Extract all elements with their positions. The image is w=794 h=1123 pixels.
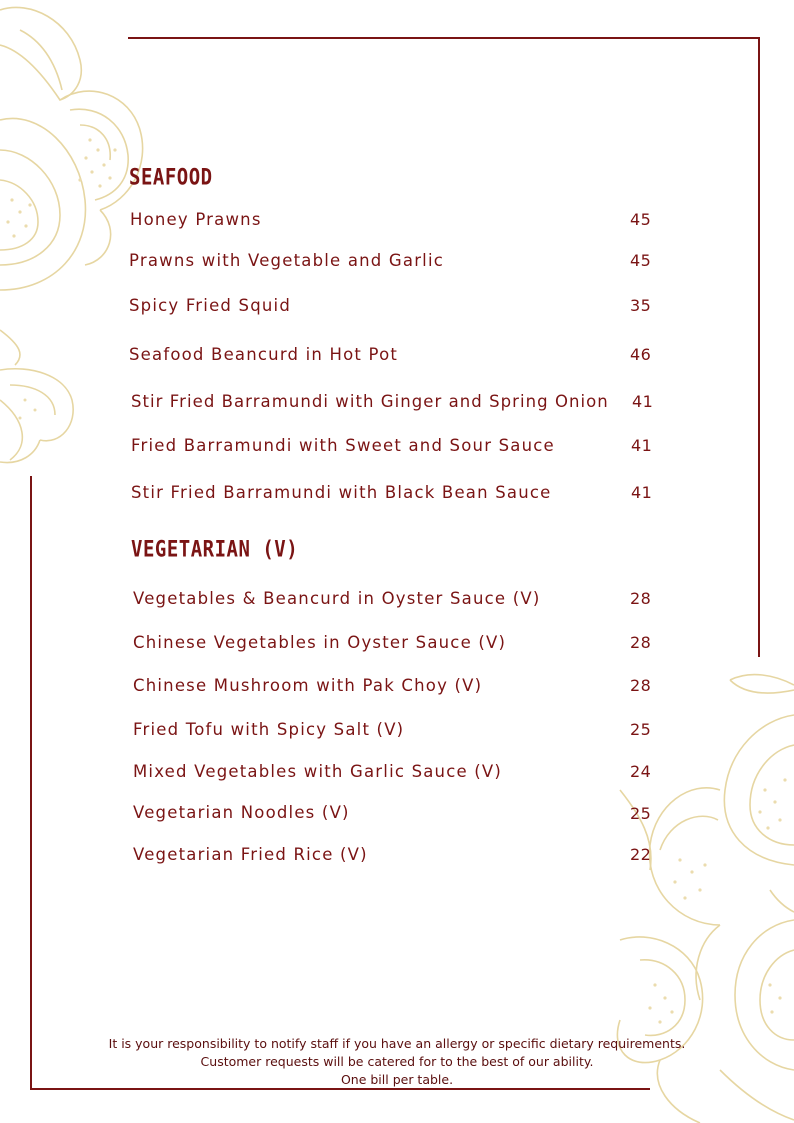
menu-item-price: 28	[630, 633, 652, 652]
section-title-seafood: SEAFOOD	[129, 165, 213, 191]
menu-item-price: 25	[630, 804, 652, 823]
menu-item-name: Stir Fried Barramundi with Ginger and Spring Onion	[131, 392, 609, 411]
menu-item-name: Stir Fried Barramundi with Black Bean Sauce	[131, 483, 552, 502]
frame-left-border	[30, 476, 32, 1090]
menu-item-price: 45	[630, 251, 652, 270]
footer-bill-note: One bill per table.	[340, 1072, 454, 1087]
menu-item-price: 28	[630, 589, 652, 608]
menu-item-price: 22	[630, 845, 652, 864]
menu-item-name: Fried Tofu with Spicy Salt (V)	[133, 720, 405, 739]
menu-item-name: Vegetarian Fried Rice (V)	[133, 845, 368, 864]
menu-item-price: 41	[632, 392, 654, 411]
menu-item-name: Honey Prawns	[130, 210, 262, 229]
menu-item-price: 28	[630, 676, 652, 695]
menu-item-price: 41	[631, 436, 653, 455]
menu-item-name: Chinese Vegetables in Oyster Sauce (V)	[133, 633, 507, 652]
menu-item-price: 35	[630, 296, 652, 315]
menu-item-name: Fried Barramundi with Sweet and Sour Sauce	[131, 436, 555, 455]
menu-item-price: 45	[630, 210, 652, 229]
menu-item-price: 25	[630, 720, 652, 739]
frame-right-border	[758, 37, 760, 657]
frame-top-border	[128, 37, 760, 39]
menu-item-price: 41	[631, 483, 653, 502]
footer-allergy-note: It is your responsibility to notify staff if you have an allergy or specific dietary requirements.	[108, 1036, 686, 1051]
menu-item-name: Prawns with Vegetable and Garlic	[129, 251, 445, 270]
section-title-vegetarian: VEGETARIAN (V)	[131, 537, 299, 563]
menu-item-name: Seafood Beancurd in Hot Pot	[129, 345, 399, 364]
menu-item-price: 24	[630, 762, 652, 781]
footer-notice	[0, 1035, 794, 1089]
menu-item-name: Spicy Fried Squid	[129, 296, 292, 315]
menu-item-name: Vegetarian Noodles (V)	[133, 803, 350, 822]
footer-requests-note: Customer requests will be catered for to the best of our ability.	[200, 1054, 594, 1069]
menu-item-name: Vegetables & Beancurd in Oyster Sauce (V)	[133, 589, 541, 608]
menu-item-name: Mixed Vegetables with Garlic Sauce (V)	[133, 762, 503, 781]
menu-item-name: Chinese Mushroom with Pak Choy (V)	[133, 676, 483, 695]
menu-item-price: 46	[630, 345, 652, 364]
